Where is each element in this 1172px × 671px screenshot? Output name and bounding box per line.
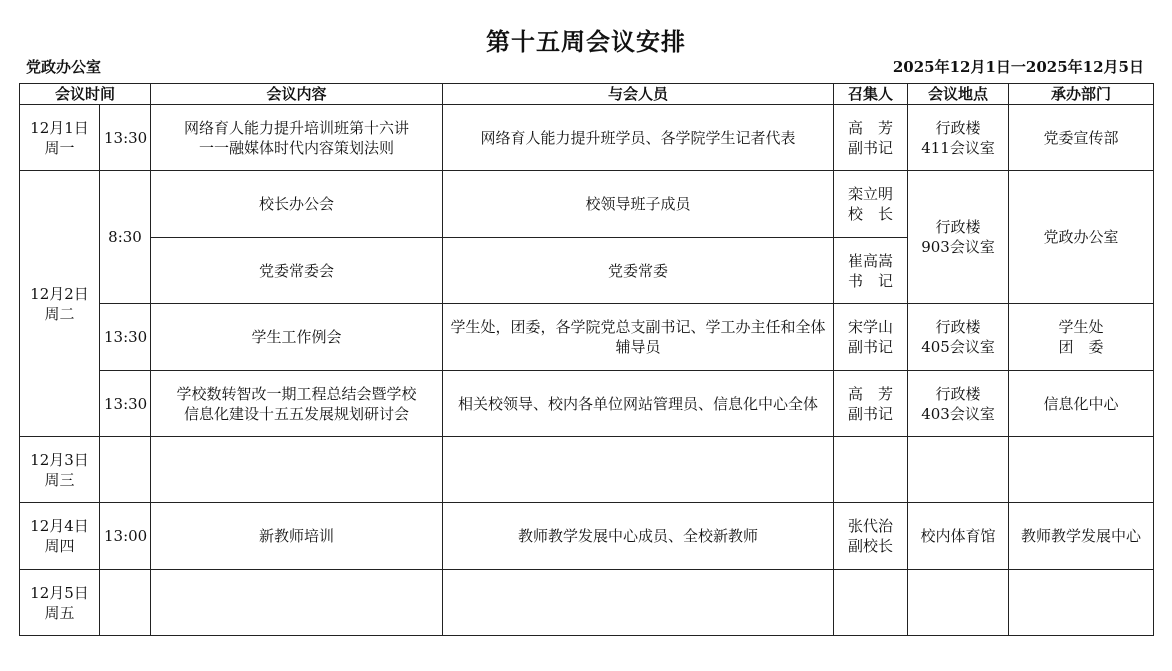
meeting-time: 8:30 bbox=[100, 171, 151, 304]
empty-cell bbox=[443, 570, 834, 636]
meeting-time: 13:30 bbox=[100, 105, 151, 171]
day-cell-mon: 12月1日 周一 bbox=[20, 105, 100, 171]
empty-cell bbox=[834, 437, 908, 503]
meeting-content: 学校数转智改一期工程总结会暨学校 信息化建设十五五发展规划研讨会 bbox=[151, 371, 443, 437]
meeting-dept: 党委宣传部 bbox=[1009, 105, 1154, 171]
table-row bbox=[20, 171, 1154, 238]
table-row bbox=[20, 437, 1154, 503]
day-cell-fri: 12月5日 周五 bbox=[20, 570, 100, 636]
meeting-dept: 学生处 团 委 bbox=[1009, 304, 1154, 371]
header-dept: 承办部门 bbox=[1009, 84, 1154, 105]
header-row bbox=[20, 84, 1154, 105]
table-row bbox=[20, 570, 1154, 636]
meeting-convener: 高 芳 副书记 bbox=[834, 105, 908, 171]
header-location: 会议地点 bbox=[908, 84, 1009, 105]
issuing-office: 党政办公室 bbox=[26, 58, 102, 76]
meeting-attendees: 相关校领导、校内各单位网站管理员、信息化中心全体 bbox=[443, 371, 834, 437]
meeting-location: 行政楼 403会议室 bbox=[908, 371, 1009, 437]
meeting-convener: 张代治 副校长 bbox=[834, 503, 908, 570]
meeting-location: 行政楼 405会议室 bbox=[908, 304, 1009, 371]
empty-cell bbox=[100, 437, 151, 503]
table-row bbox=[20, 503, 1154, 570]
meeting-location: 行政楼 903会议室 bbox=[908, 171, 1009, 304]
header-time: 会议时间 bbox=[20, 84, 151, 105]
meeting-dept: 信息化中心 bbox=[1009, 371, 1154, 437]
empty-cell bbox=[100, 570, 151, 636]
empty-cell bbox=[1009, 570, 1154, 636]
header-attendees: 与会人员 bbox=[443, 84, 834, 105]
meeting-convener: 栾立明 校 长 bbox=[834, 171, 908, 238]
meeting-attendees: 教师教学发展中心成员、全校新教师 bbox=[443, 503, 834, 570]
day-cell-wed: 12月3日 周三 bbox=[20, 437, 100, 503]
meeting-time: 13:00 bbox=[100, 503, 151, 570]
meeting-attendees: 党委常委 bbox=[443, 238, 834, 304]
meeting-time: 13:30 bbox=[100, 304, 151, 371]
meeting-dept: 党政办公室 bbox=[1009, 171, 1154, 304]
meeting-content: 网络育人能力提升培训班第十六讲 一一融媒体时代内容策划法则 bbox=[151, 105, 443, 171]
empty-cell bbox=[908, 570, 1009, 636]
date-range: 2025年12月1日一2025年12月5日 bbox=[892, 58, 1144, 76]
day-cell-tue: 12月2日 周二 bbox=[20, 171, 100, 437]
empty-cell bbox=[443, 437, 834, 503]
meeting-attendees: 校领导班子成员 bbox=[443, 171, 834, 238]
page-title: 第十五周会议安排 bbox=[486, 27, 686, 56]
meeting-location: 行政楼 411会议室 bbox=[908, 105, 1009, 171]
schedule-table bbox=[19, 83, 1154, 636]
meeting-convener: 高 芳 副书记 bbox=[834, 371, 908, 437]
meeting-convener: 宋学山 副书记 bbox=[834, 304, 908, 371]
meeting-content: 校长办公会 bbox=[151, 171, 443, 238]
meeting-convener: 崔高嵩 书 记 bbox=[834, 238, 908, 304]
meeting-content: 学生工作例会 bbox=[151, 304, 443, 371]
meeting-content: 党委常委会 bbox=[151, 238, 443, 304]
meeting-attendees: 网络育人能力提升班学员、各学院学生记者代表 bbox=[443, 105, 834, 171]
table-row bbox=[20, 304, 1154, 371]
table-row bbox=[20, 105, 1154, 171]
empty-cell bbox=[151, 570, 443, 636]
empty-cell bbox=[151, 437, 443, 503]
header-convener: 召集人 bbox=[834, 84, 908, 105]
meeting-dept: 教师教学发展中心 bbox=[1009, 503, 1154, 570]
meeting-location: 校内体育馆 bbox=[908, 503, 1009, 570]
empty-cell bbox=[834, 570, 908, 636]
empty-cell bbox=[1009, 437, 1154, 503]
day-cell-thu: 12月4日 周四 bbox=[20, 503, 100, 570]
header-content: 会议内容 bbox=[151, 84, 443, 105]
empty-cell bbox=[908, 437, 1009, 503]
meeting-attendees: 学生处，团委，各学院党总支副书记、学工办主任和全体辅导员 bbox=[443, 304, 834, 371]
meeting-time: 13:30 bbox=[100, 371, 151, 437]
table-row bbox=[20, 371, 1154, 437]
meeting-content: 新教师培训 bbox=[151, 503, 443, 570]
